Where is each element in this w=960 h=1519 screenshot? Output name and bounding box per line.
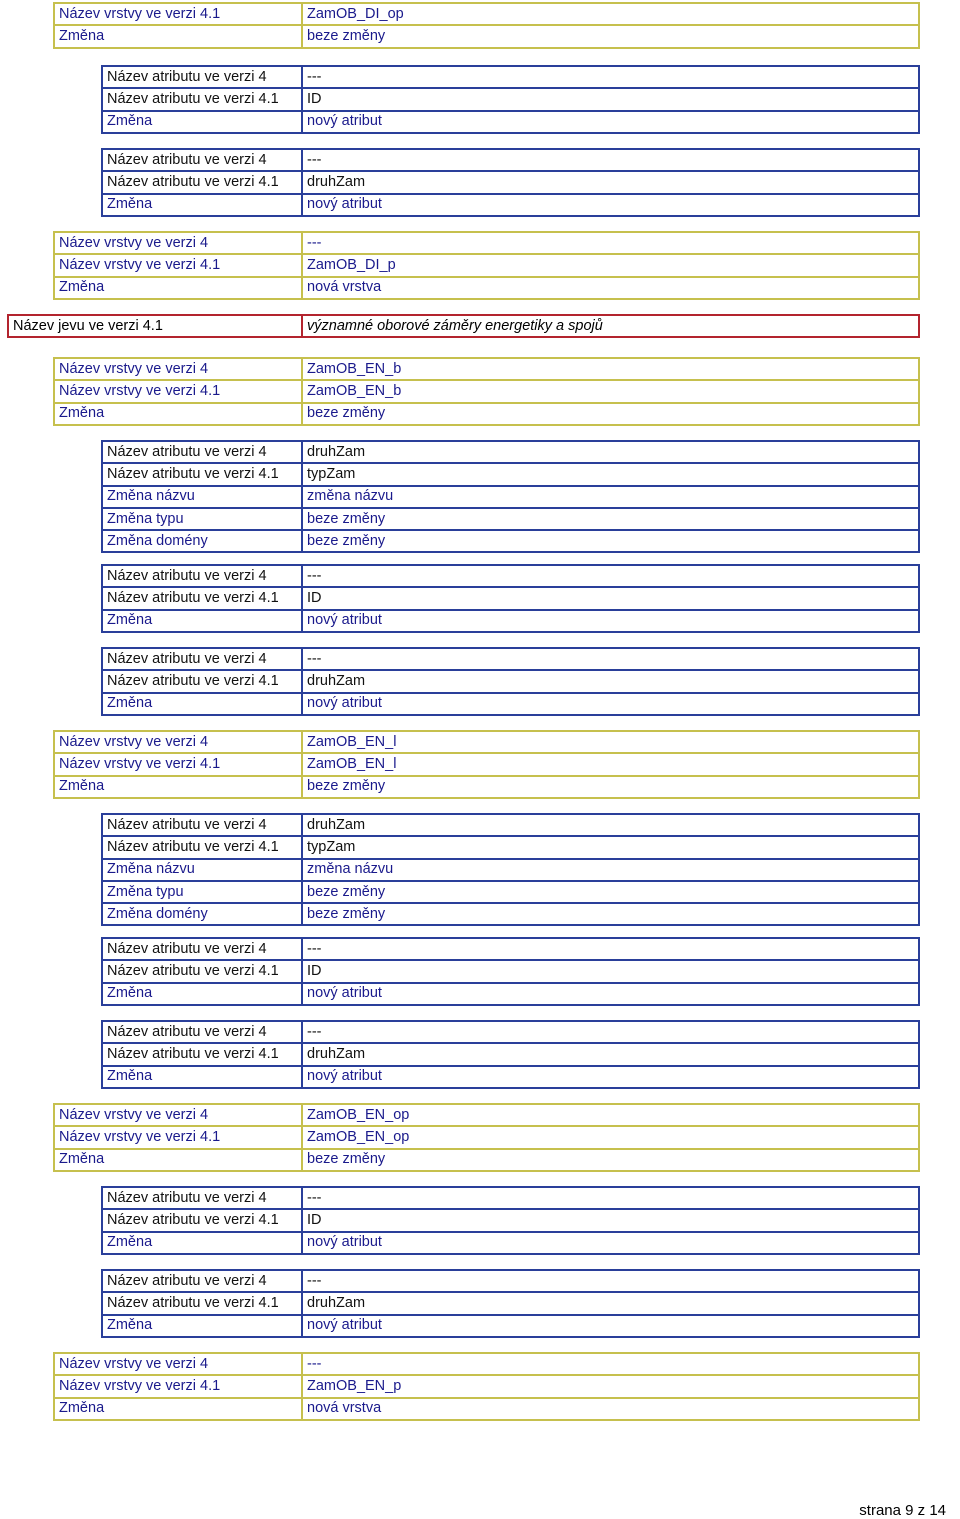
attribute-block (101, 1020, 920, 1089)
row-label: Název atributu ve verzi 4.1 (102, 171, 302, 193)
row-value: --- (302, 1021, 919, 1043)
row-value: beze změny (302, 903, 919, 925)
row-value: druhZam (302, 670, 919, 692)
row-value: --- (302, 1353, 919, 1375)
row-label: Změna (102, 111, 302, 133)
table-row (102, 859, 919, 881)
table-row (102, 903, 919, 925)
row-value: beze změny (302, 508, 919, 530)
layer-block (53, 1103, 920, 1172)
row-label: Název vrstvy ve verzi 4.1 (54, 380, 302, 402)
row-label: Název atributu ve verzi 4 (102, 1270, 302, 1292)
table-row (102, 587, 919, 609)
table-row (102, 66, 919, 88)
layer-block-table (53, 357, 920, 426)
row-value: --- (302, 938, 919, 960)
table-row (102, 960, 919, 982)
row-label: Název vrstvy ve verzi 4 (54, 232, 302, 254)
row-value: nový atribut (302, 693, 919, 715)
row-value: druhZam (302, 441, 919, 463)
row-label: Změna (102, 983, 302, 1005)
attribute-block (101, 65, 920, 134)
table-row (102, 983, 919, 1005)
row-value: beze změny (302, 403, 919, 425)
row-value: beze změny (302, 1149, 919, 1171)
table-row (102, 1270, 919, 1292)
attribute-block (101, 813, 920, 926)
layer-block (53, 1352, 920, 1421)
row-value: --- (302, 149, 919, 171)
row-label: Název atributu ve verzi 4.1 (102, 670, 302, 692)
row-label: Změna domény (102, 903, 302, 925)
attribute-block-table (101, 937, 920, 1006)
attribute-block-table (101, 1269, 920, 1338)
row-value: --- (302, 66, 919, 88)
row-value: nový atribut (302, 194, 919, 216)
table-row (54, 1353, 919, 1375)
row-label: Změna (54, 403, 302, 425)
table-row (102, 194, 919, 216)
table-row (102, 1209, 919, 1231)
row-label: Název atributu ve verzi 4 (102, 938, 302, 960)
row-label: Název vrstvy ve verzi 4.1 (54, 254, 302, 276)
row-label: Název vrstvy ve verzi 4.1 (54, 1375, 302, 1397)
table-row (54, 403, 919, 425)
attribute-block-table (101, 1186, 920, 1255)
row-value: nový atribut (302, 1232, 919, 1254)
row-value: ZamOB_EN_l (302, 731, 919, 753)
table-row (102, 565, 919, 587)
row-value: beze změny (302, 776, 919, 798)
table-row (102, 88, 919, 110)
row-value: změna názvu (302, 859, 919, 881)
attribute-block-table (101, 440, 920, 553)
table-row (102, 836, 919, 858)
row-value: beze změny (302, 881, 919, 903)
table-row (102, 610, 919, 632)
row-label: Název atributu ve verzi 4.1 (102, 1043, 302, 1065)
row-value: nová vrstva (302, 277, 919, 299)
table-row (102, 463, 919, 485)
attribute-block (101, 1186, 920, 1255)
table-row (102, 1187, 919, 1209)
row-value: --- (302, 565, 919, 587)
table-row (102, 530, 919, 552)
layer-block (53, 357, 920, 426)
layer-block-table (53, 1352, 920, 1421)
attribute-block (101, 1269, 920, 1338)
row-value: beze změny (302, 530, 919, 552)
row-label: Změna typu (102, 508, 302, 530)
row-label: Název vrstvy ve verzi 4.1 (54, 1126, 302, 1148)
table-row (54, 277, 919, 299)
layer-block-table (53, 2, 920, 49)
row-value: ZamOB_EN_op (302, 1104, 919, 1126)
phenomenon-block (7, 314, 920, 338)
row-value: ZamOB_EN_op (302, 1126, 919, 1148)
table-row (102, 670, 919, 692)
row-label: Název atributu ve verzi 4 (102, 648, 302, 670)
attribute-block-table (101, 148, 920, 217)
layer-block-table (53, 730, 920, 799)
row-label: Název vrstvy ve verzi 4 (54, 1353, 302, 1375)
row-label: Název atributu ve verzi 4.1 (102, 463, 302, 485)
table-row (102, 693, 919, 715)
attribute-block (101, 564, 920, 633)
row-label: Změna (54, 277, 302, 299)
row-label: Název atributu ve verzi 4 (102, 149, 302, 171)
row-label: Změna názvu (102, 486, 302, 508)
row-value: změna názvu (302, 486, 919, 508)
table-row (54, 1126, 919, 1148)
table-row (102, 881, 919, 903)
table-row (54, 1375, 919, 1397)
row-value: nový atribut (302, 610, 919, 632)
attribute-block (101, 647, 920, 716)
layer-block-table (53, 1103, 920, 1172)
row-label: Změna (102, 610, 302, 632)
table-row (102, 1232, 919, 1254)
row-label: Změna (102, 1315, 302, 1337)
layer-block (53, 730, 920, 799)
row-label: Název atributu ve verzi 4.1 (102, 587, 302, 609)
table-row (102, 1066, 919, 1088)
table-row (102, 171, 919, 193)
row-value: --- (302, 1187, 919, 1209)
row-value: ZamOB_EN_l (302, 753, 919, 775)
attribute-block (101, 937, 920, 1006)
row-value: ID (302, 1209, 919, 1231)
table-row (102, 1043, 919, 1065)
row-label: Název atributu ve verzi 4 (102, 66, 302, 88)
attribute-block (101, 148, 920, 217)
row-label: Název vrstvy ve verzi 4.1 (54, 3, 302, 25)
row-label: Název atributu ve verzi 4.1 (102, 1292, 302, 1314)
row-value: ZamOB_EN_b (302, 380, 919, 402)
table-row (54, 1398, 919, 1420)
row-value: druhZam (302, 814, 919, 836)
row-label: Název vrstvy ve verzi 4 (54, 731, 302, 753)
row-label: Změna (102, 194, 302, 216)
row-value: ID (302, 960, 919, 982)
table-row (102, 111, 919, 133)
phenomenon-block-table (7, 314, 920, 338)
table-row (54, 380, 919, 402)
table-row (102, 508, 919, 530)
table-row (102, 441, 919, 463)
row-label: Změna (102, 1232, 302, 1254)
row-label: Změna (102, 693, 302, 715)
row-label: Název atributu ve verzi 4 (102, 814, 302, 836)
row-label: Změna (54, 1398, 302, 1420)
layer-block-table (53, 231, 920, 300)
table-row (102, 814, 919, 836)
attribute-block (101, 440, 920, 553)
row-label: Název atributu ve verzi 4 (102, 441, 302, 463)
row-value: ZamOB_DI_p (302, 254, 919, 276)
row-value: ZamOB_EN_p (302, 1375, 919, 1397)
row-value: ZamOB_DI_op (302, 3, 919, 25)
row-label: Název atributu ve verzi 4 (102, 1021, 302, 1043)
table-row (54, 1149, 919, 1171)
row-label: Název jevu ve verzi 4.1 (8, 315, 302, 337)
table-row (54, 3, 919, 25)
row-value: --- (302, 1270, 919, 1292)
table-row (54, 1104, 919, 1126)
row-value: nový atribut (302, 983, 919, 1005)
table-row (102, 149, 919, 171)
table-row (54, 731, 919, 753)
row-label: Název atributu ve verzi 4.1 (102, 88, 302, 110)
row-label: Změna názvu (102, 859, 302, 881)
attribute-block-table (101, 1020, 920, 1089)
row-value: beze změny (302, 25, 919, 47)
layer-block (53, 2, 920, 49)
row-value: --- (302, 648, 919, 670)
table-row (54, 358, 919, 380)
row-label: Název atributu ve verzi 4 (102, 1187, 302, 1209)
row-label: Název vrstvy ve verzi 4 (54, 1104, 302, 1126)
row-label: Název vrstvy ve verzi 4 (54, 358, 302, 380)
attribute-block-table (101, 647, 920, 716)
row-value: druhZam (302, 1292, 919, 1314)
row-label: Změna (54, 776, 302, 798)
row-value: ZamOB_EN_b (302, 358, 919, 380)
table-row (102, 1315, 919, 1337)
page-number: strana 9 z 14 (859, 1502, 946, 1519)
row-label: Název vrstvy ve verzi 4.1 (54, 753, 302, 775)
row-value: nová vrstva (302, 1398, 919, 1420)
row-value: druhZam (302, 171, 919, 193)
table-row (54, 232, 919, 254)
row-label: Změna typu (102, 881, 302, 903)
row-label: Název atributu ve verzi 4.1 (102, 960, 302, 982)
table-row (102, 938, 919, 960)
row-value: nový atribut (302, 1066, 919, 1088)
row-value: ID (302, 88, 919, 110)
row-label: Název atributu ve verzi 4 (102, 565, 302, 587)
table-row (54, 753, 919, 775)
row-label: Změna (102, 1066, 302, 1088)
row-value: ID (302, 587, 919, 609)
row-label: Název atributu ve verzi 4.1 (102, 836, 302, 858)
row-label: Změna (54, 1149, 302, 1171)
row-label: Název atributu ve verzi 4.1 (102, 1209, 302, 1231)
row-label: Změna domény (102, 530, 302, 552)
table-row (54, 25, 919, 47)
table-row (8, 315, 919, 337)
table-row (102, 1292, 919, 1314)
table-row (102, 1021, 919, 1043)
row-value: druhZam (302, 1043, 919, 1065)
row-value: nový atribut (302, 1315, 919, 1337)
row-value: --- (302, 232, 919, 254)
attribute-block-table (101, 564, 920, 633)
attribute-block-table (101, 813, 920, 926)
row-value: nový atribut (302, 111, 919, 133)
row-value: významné oborové záměry energetiky a spojů (302, 315, 919, 337)
table-row (102, 486, 919, 508)
table-row (54, 776, 919, 798)
row-label: Změna (54, 25, 302, 47)
attribute-block-table (101, 65, 920, 134)
table-row (102, 648, 919, 670)
table-row (54, 254, 919, 276)
row-value: typZam (302, 463, 919, 485)
layer-block (53, 231, 920, 300)
row-value: typZam (302, 836, 919, 858)
